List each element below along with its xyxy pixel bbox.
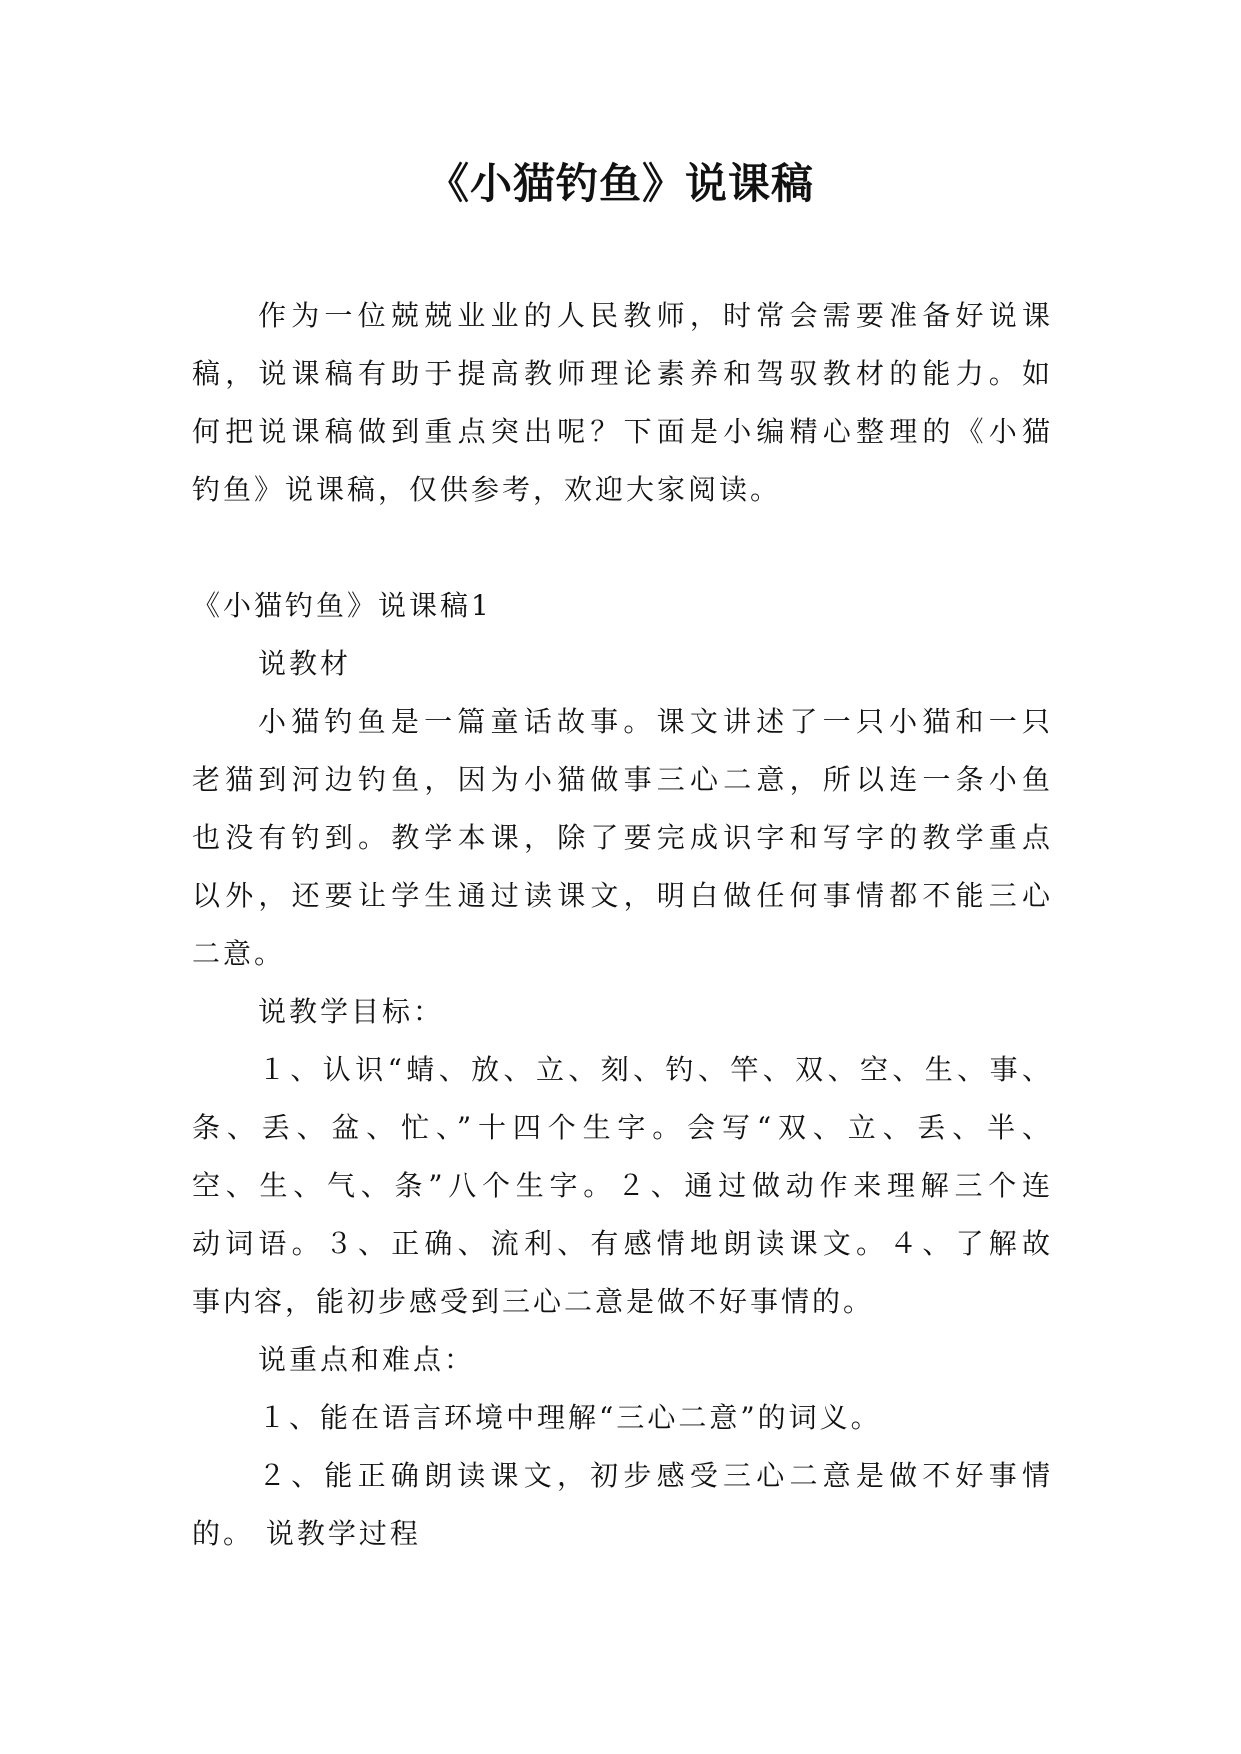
intro-line: 作为一位兢兢业业的人民教师，时常会需要准备好说课	[258, 299, 1053, 332]
intro-line: 稿，说课稿有助于提高教师理论素养和驾驭教材的能力。如	[192, 357, 1053, 390]
key-point-line: １、能在语言环境中理解“三心二意”的词义。	[258, 1401, 882, 1434]
textbook-line: 以外，还要让学生通过读课文，明白做任何事情都不能三心	[192, 879, 1053, 912]
section-heading: 《小猫钓鱼》说课稿1	[192, 589, 492, 622]
key-point-item	[192, 1389, 1050, 1447]
document-title: 《小猫钓鱼》说课稿	[426, 159, 814, 208]
textbook-line: 二意。	[192, 937, 286, 970]
key-point-line: 的。 说教学过程	[192, 1517, 421, 1550]
objectives-line: 空、生、气、条”八个生字。２、通过做动作来理解三个连	[192, 1169, 1053, 1202]
key-point-item	[192, 1447, 1053, 1563]
textbook-line: 也没有钓到。教学本课，除了要完成识字和写字的教学重点	[192, 821, 1053, 854]
objectives-line: １、认识“蜻、放、立、刻、钓、竿、双、空、生、事、	[258, 1053, 1053, 1086]
intro-line: 钓鱼》说课稿，仅供参考，欢迎大家阅读。	[192, 473, 782, 506]
paragraph-spacer	[192, 519, 1050, 577]
intro-paragraph	[192, 287, 1053, 519]
document-body	[192, 287, 1053, 1563]
objectives-line: 动词语。３、正确、流利、有感情地朗读课文。４、了解故	[192, 1227, 1053, 1260]
key-points-heading: 说重点和难点：	[258, 1343, 476, 1376]
textbook-heading: 说教材	[258, 647, 352, 680]
objectives-paragraph	[192, 1041, 1053, 1331]
textbook-line: 老猫到河边钓鱼，因为小猫做事三心二意，所以连一条小鱼	[192, 763, 1053, 796]
key-point-line: ２、能正确朗读课文，初步感受三心二意是做不好事情	[258, 1459, 1053, 1492]
objectives-line: 事内容，能初步感受到三心二意是做不好事情的。	[192, 1285, 875, 1318]
intro-line: 何把说课稿做到重点突出呢？下面是小编精心整理的《小猫	[192, 415, 1053, 448]
objectives-heading: 说教学目标：	[258, 995, 445, 1028]
textbook-line: 小猫钓鱼是一篇童话故事。课文讲述了一只小猫和一只	[258, 705, 1053, 738]
textbook-paragraph	[192, 693, 1053, 983]
objectives-line: 条、丢、盆、忙、”十四个生字。会写“双、立、丢、半、	[192, 1111, 1053, 1144]
